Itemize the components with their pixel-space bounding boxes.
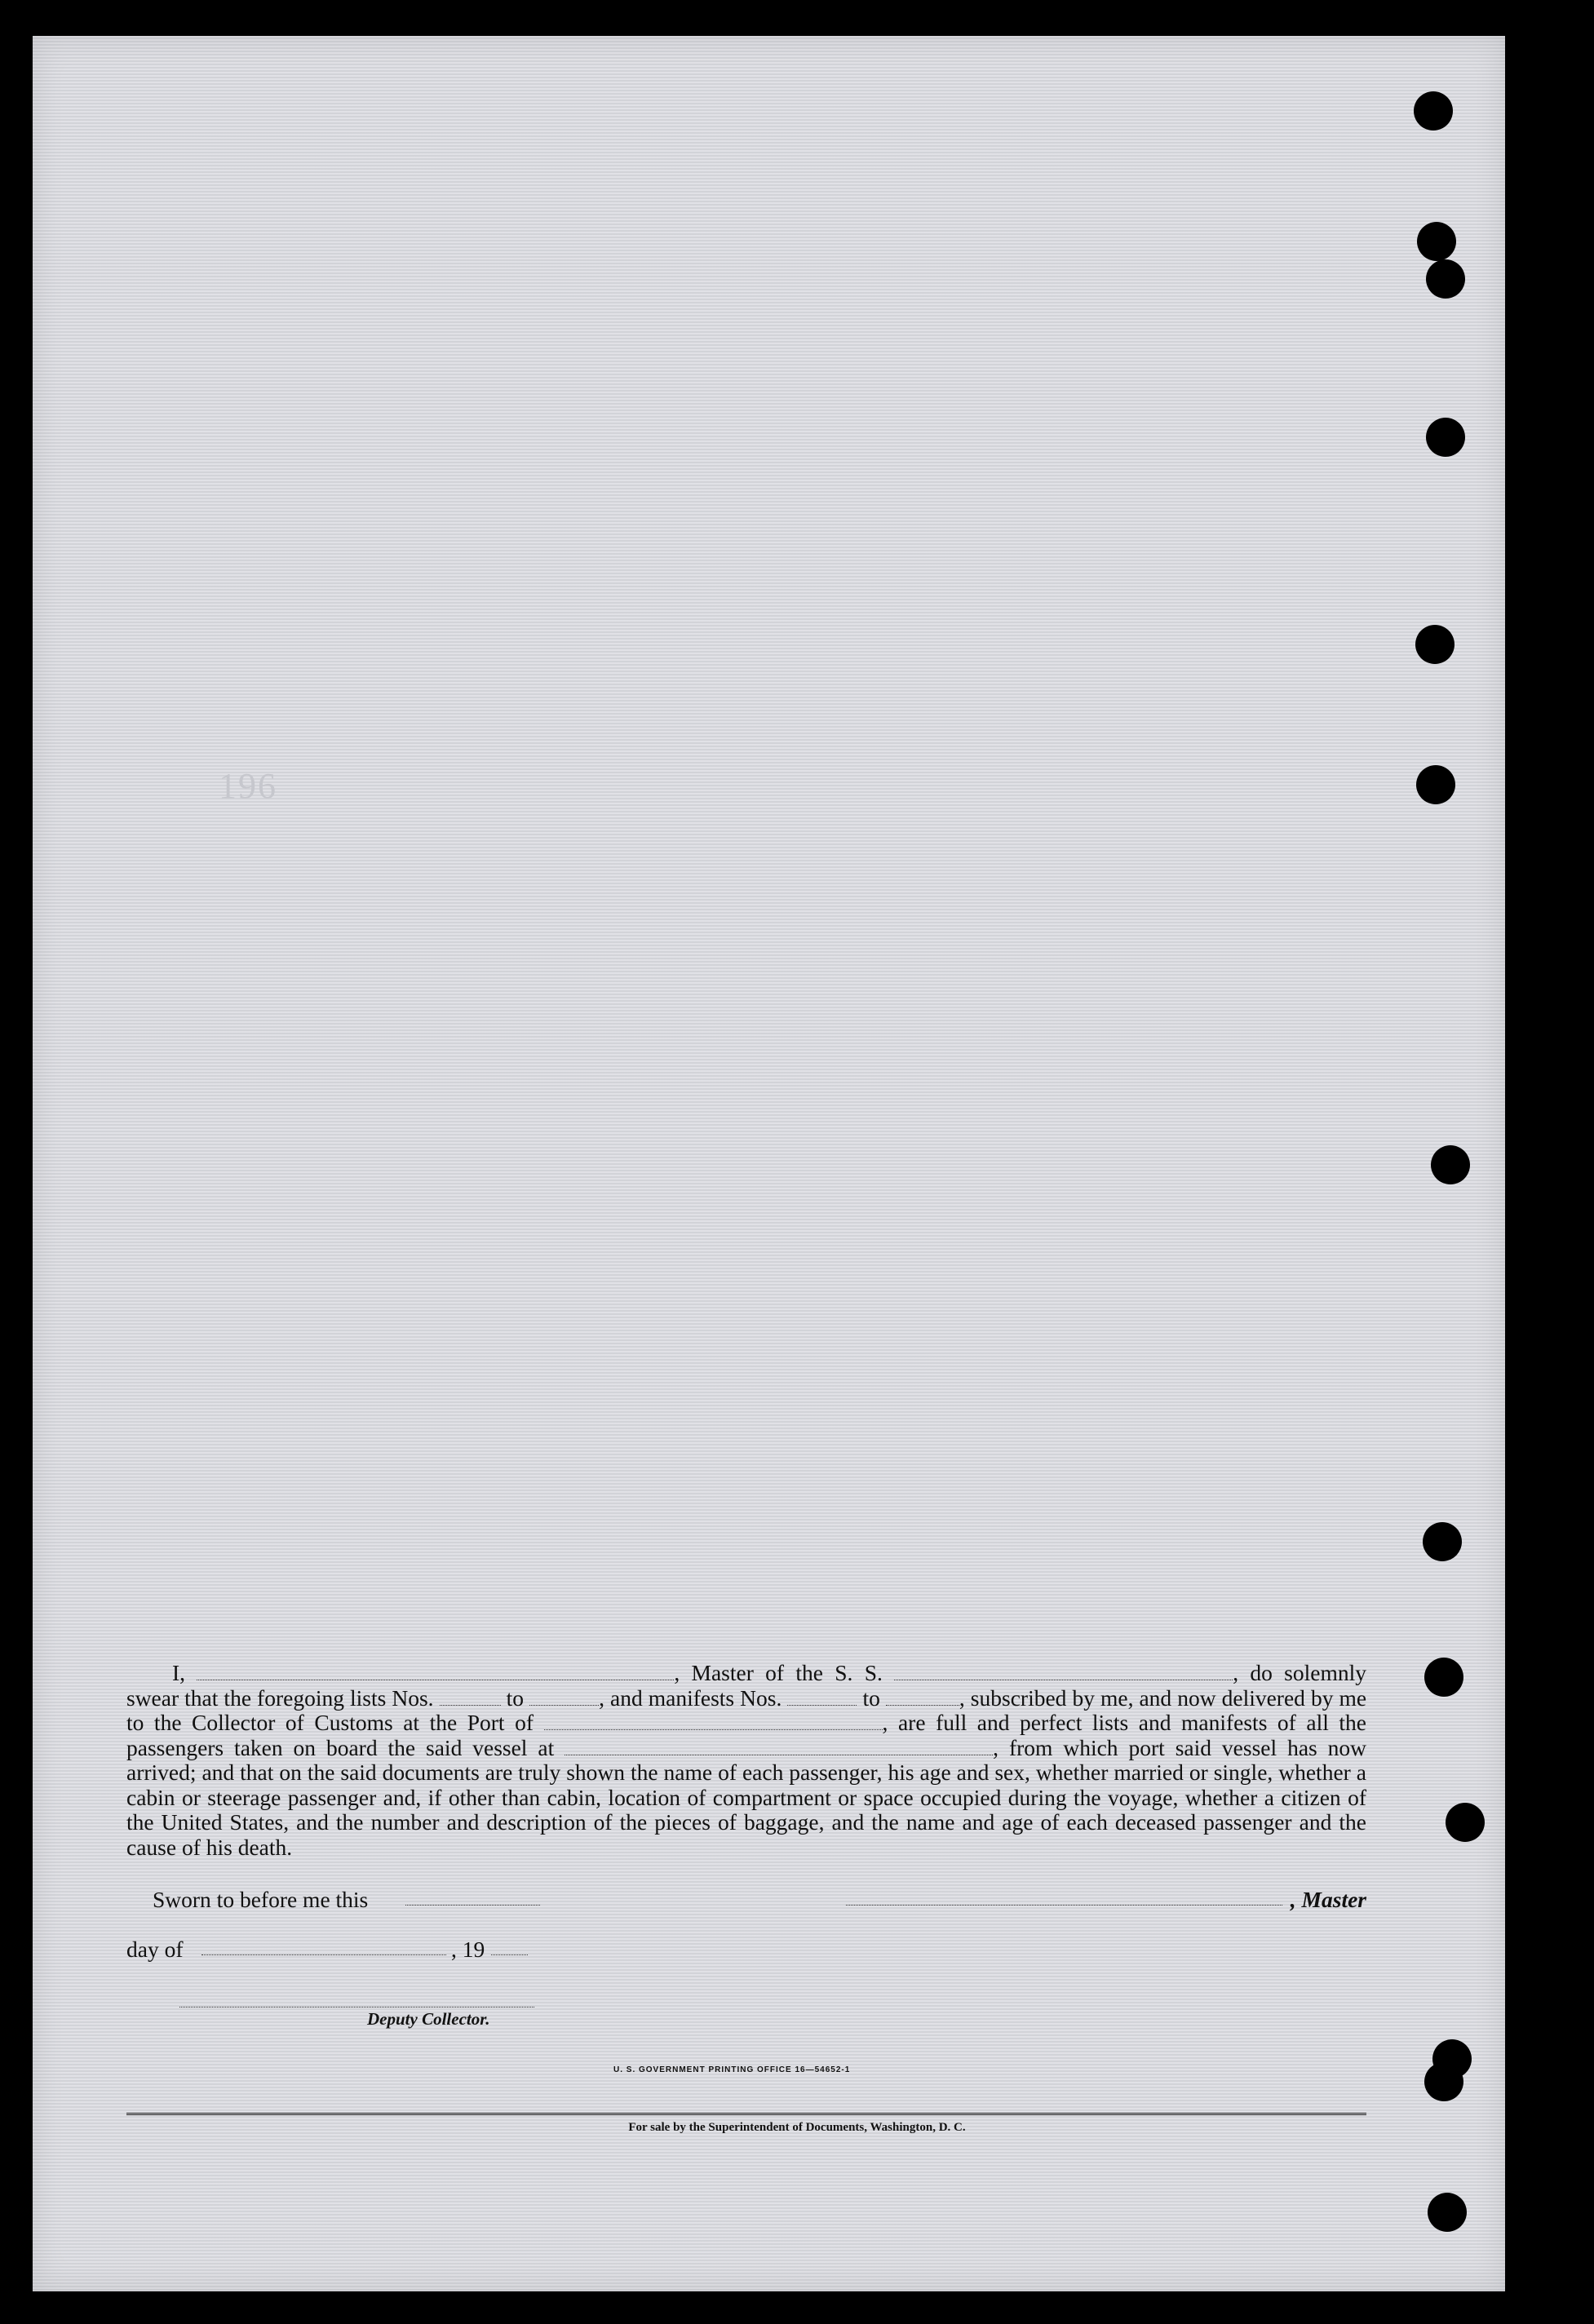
punch-hole xyxy=(1446,1803,1485,1842)
sworn-day-blank[interactable] xyxy=(405,1887,540,1906)
punch-hole xyxy=(1428,2193,1467,2232)
punch-hole xyxy=(1414,91,1453,131)
master-label: , Master xyxy=(1290,1887,1366,1912)
year-label: , 19 xyxy=(451,1937,485,1962)
oath-text: I, xyxy=(172,1660,186,1685)
oath-text: , from which port said vessel has now arrived; and that on the said documents are truly shown the name of each passenger, his age and sex, whether married or single, whether a cabin or steerage passenger and, if other than cabin, location of compartment or space occupied during the voyage, whether a citizen of the United States, and the number and description of the pieces of baggage, and the name and age of each deceased passenger and the cause of his death. xyxy=(126,1734,1367,1860)
footer-rule xyxy=(126,2113,1366,2115)
punch-hole xyxy=(1417,222,1456,261)
oath-text: , do solemnly swear that the foregoing lists Nos. xyxy=(126,1660,1366,1711)
punch-hole xyxy=(1416,765,1455,804)
punch-hole xyxy=(1424,2062,1463,2101)
day-of-label: day of xyxy=(126,1937,184,1962)
faint-page-number: 196 xyxy=(219,766,277,806)
lists-to-blank[interactable] xyxy=(529,1687,599,1706)
vessel-name-blank[interactable] xyxy=(894,1662,1233,1680)
printer-imprint: U. S. GOVERNMENT PRINTING OFFICE 16—54652-1 xyxy=(613,2065,851,2074)
punch-hole xyxy=(1424,1658,1463,1697)
oath-text: , and manifests Nos. xyxy=(599,1684,782,1711)
sworn-label: Sworn to before me this xyxy=(153,1887,369,1912)
oath-text: , are full and perfect lists and manifests of all the passengers taken on board the said vessel at xyxy=(126,1710,1367,1760)
master-name-blank[interactable] xyxy=(197,1662,674,1680)
port-of-arrival-blank[interactable] xyxy=(544,1711,883,1730)
manifests-to-blank[interactable] xyxy=(886,1687,959,1706)
lists-from-blank[interactable] xyxy=(440,1687,501,1706)
port-of-departure-blank[interactable] xyxy=(565,1737,993,1755)
year-blank[interactable] xyxy=(491,1937,528,1955)
punch-hole xyxy=(1431,1145,1470,1184)
month-blank[interactable] xyxy=(201,1937,446,1955)
manifests-from-blank[interactable] xyxy=(787,1687,857,1706)
oath-text: to xyxy=(506,1684,525,1711)
master-signature-blank[interactable] xyxy=(846,1887,1282,1906)
punch-hole xyxy=(1426,418,1465,457)
punch-hole xyxy=(1415,625,1455,664)
sale-notice: For sale by the Superintendent of Documents, Washington, D. C. xyxy=(628,2121,966,2134)
oath-text: , Master of the S. S. xyxy=(674,1660,883,1685)
oath-text: to xyxy=(862,1684,880,1711)
oath-paragraph xyxy=(126,1661,1366,1860)
oath-text: , subscribed by me, and now delivered by me to the Collector of Customs at the Port of xyxy=(126,1684,1367,1735)
punch-hole xyxy=(1423,1522,1462,1561)
punch-hole xyxy=(1426,259,1465,299)
deputy-collector-label: Deputy Collector. xyxy=(367,2009,490,2029)
